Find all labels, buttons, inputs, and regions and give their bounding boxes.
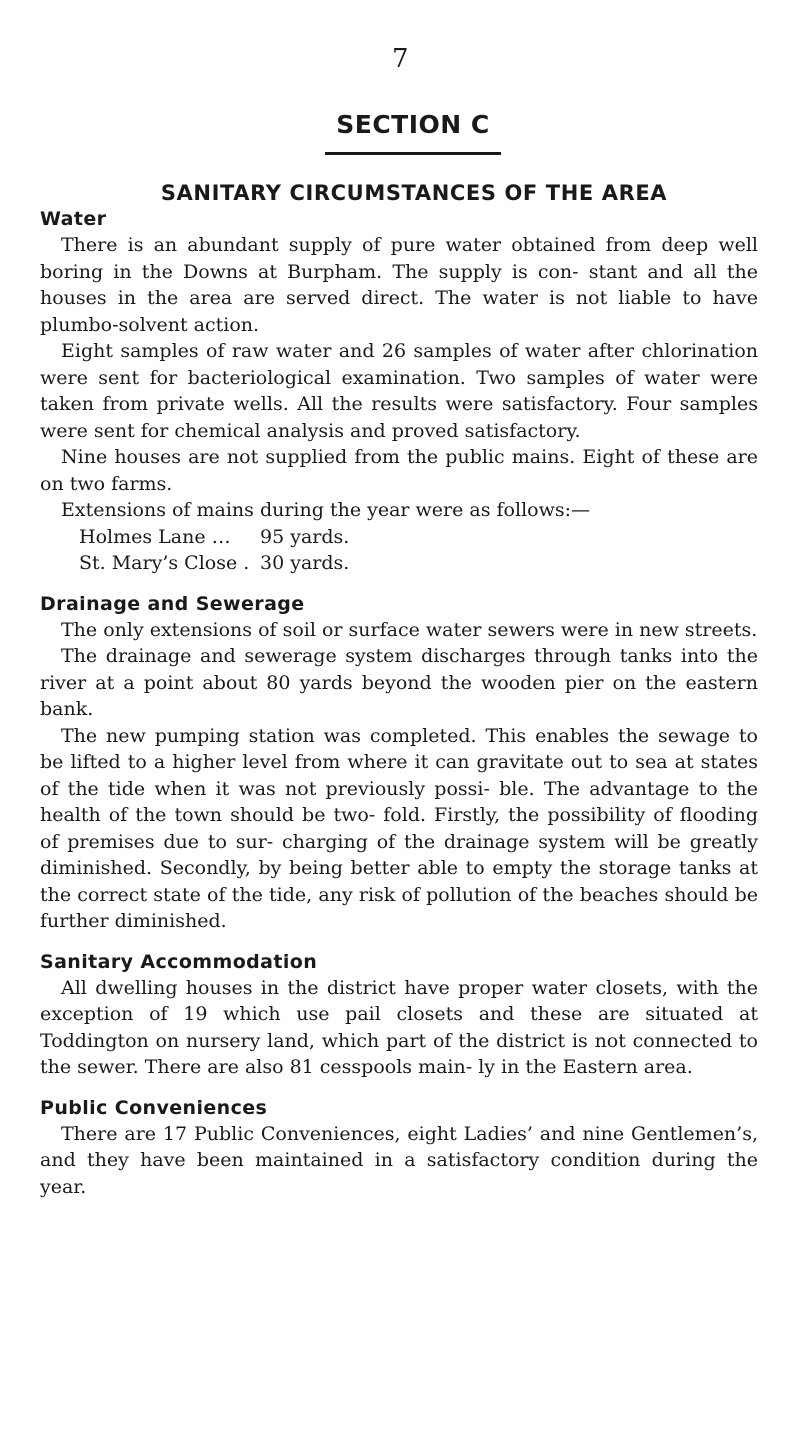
drainage-paragraph: The drainage and sewerage system discharges through tanks into the river at a point about 80 yards beyond the wooden pier on the eastern bank. <box>40 645 758 720</box>
public-conveniences-heading: Public Conveniences <box>40 1096 268 1119</box>
water-paragraph: There is an abundant supply of pure water obtained from deep well boring in the Downs at Burpham. The supply is con- stant and all the houses in the area are served direct. The water is not liable to have plumbo-solvent action. <box>40 234 758 336</box>
section-title: SECTION C <box>336 110 490 139</box>
public-conveniences-paragraph: There are 17 Public Conveniences, eight Ladies’ and nine Gentlemen’s, and they have been maintained in a satisfactory condition during the year. <box>40 1122 758 1198</box>
extension-length: 95 yards. <box>260 525 350 548</box>
sanitary-accommodation-section <box>40 949 758 1081</box>
table-row <box>79 550 349 577</box>
water-section <box>40 206 758 577</box>
table-row <box>79 524 349 551</box>
mains-extensions-table <box>79 524 349 577</box>
public-conveniences-section <box>40 1095 758 1201</box>
water-paragraph: Extensions of mains during the year were as follows:— <box>61 499 591 521</box>
document-body <box>40 206 758 1200</box>
sanitary-accommodation-paragraph: All dwelling houses in the district have proper water closets, with the exception of 19 which use pail closets and these are situated at Toddington on nursery land, which part of the district is not connected to the sewer. There are also 81 cesspools main- ly in the Eastern area. <box>40 976 758 1078</box>
section-title-underline <box>325 152 501 155</box>
extension-place: Holmes Lane … <box>79 525 231 548</box>
water-paragraph: Nine houses are not supplied from the public mains. Eight of these are on two farms. <box>40 446 758 495</box>
page-number: 7 <box>392 44 409 74</box>
drainage-paragraph: The new pumping station was completed. This enables the sewage to be lifted to a higher level from where it can gravitate out to sea at states of the tide when it was not previously possi- ble. The advantage to the health of the town should be two- fold. Firstly, the possibility of flooding of premises due to sur- charging of the drainage system will be greatly diminished. Secondly, by being better able to empty the storage tanks at the correct state of the tide, any risk of pollution of the beaches should be further diminished. <box>40 724 758 932</box>
extension-place: St. Mary’s Close . <box>79 552 250 574</box>
drainage-heading: Drainage and Sewerage <box>40 592 305 615</box>
water-paragraph: Eight samples of raw water and 26 samples of water after chlorination were sent for bacteriological examination. Two samples of water were taken from private wells. All the results were satisfactory. Four samples were sent for chemical analysis and proved satisfactory. <box>40 340 758 442</box>
extension-length: 30 yards. <box>260 552 350 574</box>
water-heading: Water <box>40 208 107 230</box>
sanitary-accommodation-heading: Sanitary Accommodation <box>40 950 318 973</box>
drainage-paragraph: The only extensions of soil or surface water sewers were in new streets. <box>61 618 758 641</box>
drainage-section <box>40 591 758 935</box>
main-heading: SANITARY CIRCUMSTANCES OF THE AREA <box>160 181 668 205</box>
